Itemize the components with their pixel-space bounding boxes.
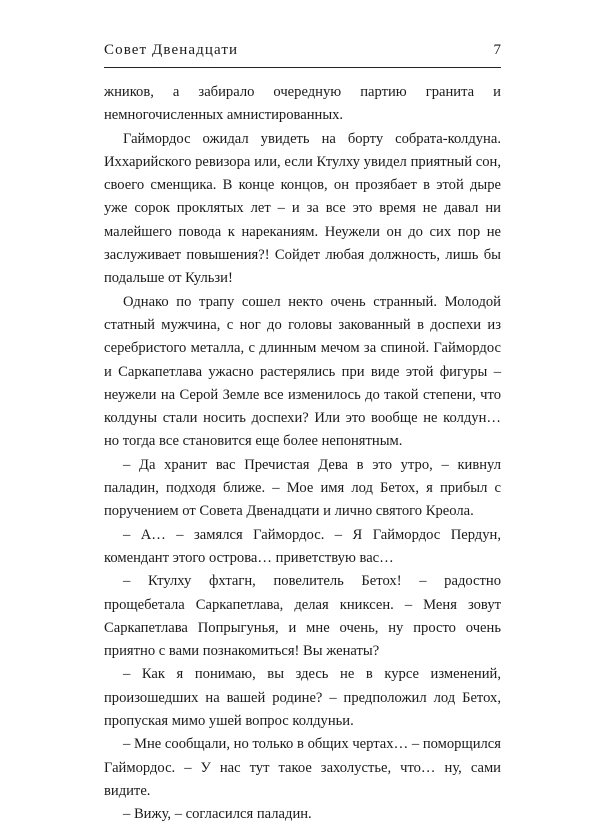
book-text <box>104 81 501 827</box>
paragraph: – Как я понимаю, вы здесь не в курсе изменений, произошедших на вашей родине? – предположил лод Бетох, пропуская мимо ушей вопрос колдуньи. <box>104 666 501 730</box>
header-rule <box>104 67 501 68</box>
paragraph: – Вижу, – согласился паладин. <box>123 806 312 823</box>
paragraph: – Да хранит вас Пречистая Дева в это утро, – кивнул паладин, подходя ближе. – Мое имя лод Бетох, я прибыл с поручением от Совета Двенадцати и лично святого Креола. <box>104 456 501 520</box>
paragraph: – Мне сообщали, но только в общих чертах… – поморщился Гаймордос. – У нас тут такое захолустье, что… ну, сами видите. <box>104 736 501 799</box>
page-number: 7 <box>493 42 501 58</box>
paragraph: жников, а забирало очередную партию гранита и немногочисленных амнистированных. <box>104 84 501 124</box>
paragraph: Гаймордос ожидал увидеть на борту собрата-колдуна. Иххарийского ревизора или, если Ктулху увидел приятный сон, своего сменщика. В конце концов, он прозябает в этой дыре уже сорок проклятых лет – и за все это время не давал ни малейшего повода к нареканиям. Неужели он до сих пор не заслуживает повышения?! Сойдет любая должность, лишь бы подальше от Кульзи! <box>104 130 501 287</box>
paragraph: – Ктулху фхтагн, повелитель Бетох! – радостно прощебетала Саркапетлава, делая книксен. – Меня зовут Саркапетлава Попрыгунья, и мне очень, ну просто очень приятно с вами познакомиться! Вы женаты? <box>104 573 501 660</box>
paragraph: – А… – замялся Гаймордос. – Я Гаймордос Пердун, комендант этого острова… приветствую вас… <box>104 526 501 566</box>
paragraph: Однако по трапу сошел некто очень странный. Молодой статный мужчина, с ног до головы закованный в доспехи из серебристого металла, с длинным мечом за спиной. Гаймордос и Саркапетлава ужасно растерялись при виде этой фигуры – неужели на Серой Земле все изменилось до такой степени, что колдуны стали носить доспехи? Или это вообще не колдун… но тогда все становится еще более непонятным. <box>104 293 501 450</box>
running-title: Совет Двенадцати <box>104 42 239 58</box>
page-header <box>104 40 501 64</box>
